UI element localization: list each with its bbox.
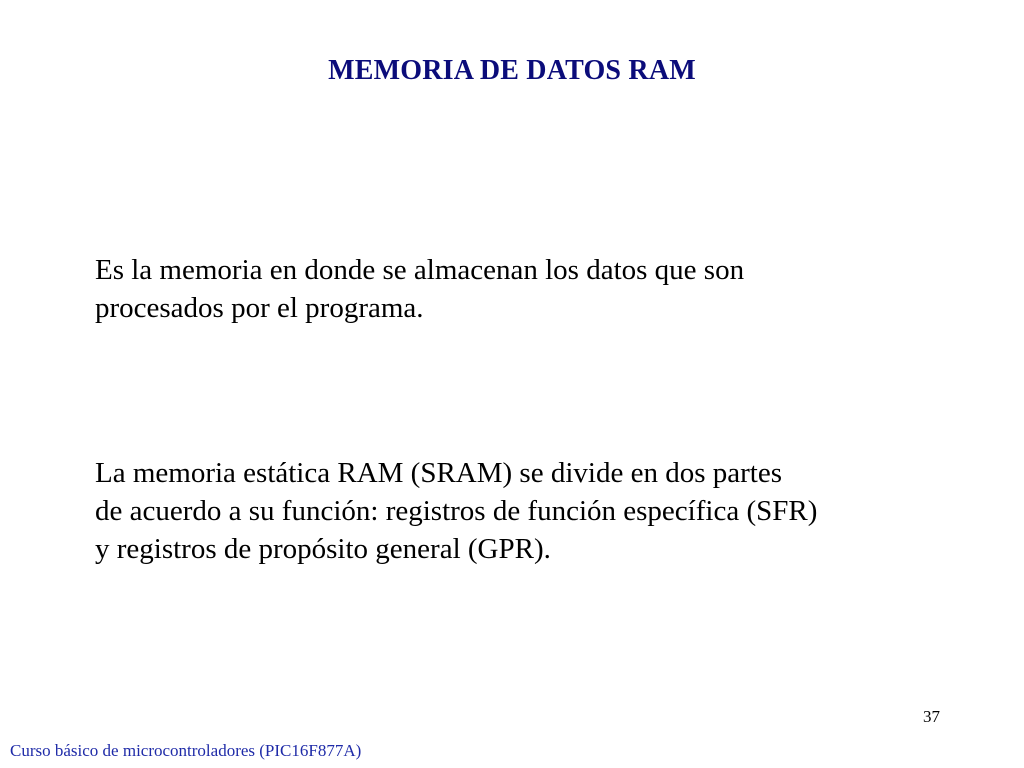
slide-title: MEMORIA DE DATOS RAM	[328, 55, 696, 86]
paragraph-line: Es la memoria en donde se almacenan los datos que son	[95, 254, 745, 286]
paragraph-ram-definition	[95, 251, 975, 327]
page-number: 37	[923, 707, 940, 726]
paragraph-line: procesados por el programa.	[95, 292, 424, 324]
paragraph-sram-division	[95, 454, 975, 568]
paragraph-line: de acuerdo a su función: registros de función específica (SFR)	[95, 495, 818, 527]
paragraph-line: La memoria estática RAM (SRAM) se divide en dos partes	[95, 457, 782, 489]
footer-course-title: Curso básico de microcontroladores (PIC16F877A)	[10, 741, 362, 760]
paragraph-line: y registros de propósito general (GPR).	[95, 533, 551, 565]
